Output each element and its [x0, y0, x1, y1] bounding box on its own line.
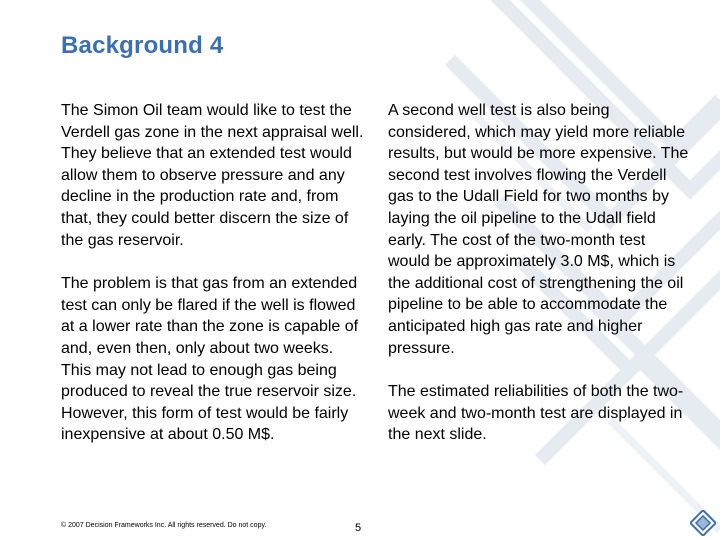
corner-logo-icon: [690, 510, 716, 536]
right-column: [388, 100, 690, 446]
right-paragraph-1: A second well test is also being considered, which may yield more reliable results, but would be more expensive. The second test involves flowing the Verdell gas to the Udall Field for two months by laying the oil pipeline to the Udall field early. The cost of the two-month test would be approximately 3.0 M$, which is the additional cost of strengthening the oil pipeline to be able to accommodate the anticipated high gas rate and higher pressure.: [388, 102, 689, 357]
copyright-footer: © 2007 Decision Frameworks Inc. All rights reserved. Do not copy.: [61, 522, 267, 529]
left-paragraph-2: The problem is that gas from an extended test can only be flared if the well is flowed at a lower rate than the zone is capable of and, even then, only about two weeks. This may not lead to enough gas being produced to reveal the true reservoir size. However, this form of test would be fairly inexpensive at about 0.50 M$.: [61, 275, 359, 444]
right-paragraph-2: The estimated reliabilities of both the two-week and two-month test are displayed in the next slide.: [388, 383, 684, 444]
page-number: 5: [355, 522, 362, 534]
left-column: [61, 100, 366, 446]
slide-title: Background 4: [61, 32, 224, 59]
left-paragraph-1: The Simon Oil team would like to test the Verdell gas zone in the next appraisal well. They believe that an extended test would allow them to observe pressure and any decline in the production rate and, from that, they could better discern the size of the gas reservoir.: [61, 102, 364, 249]
